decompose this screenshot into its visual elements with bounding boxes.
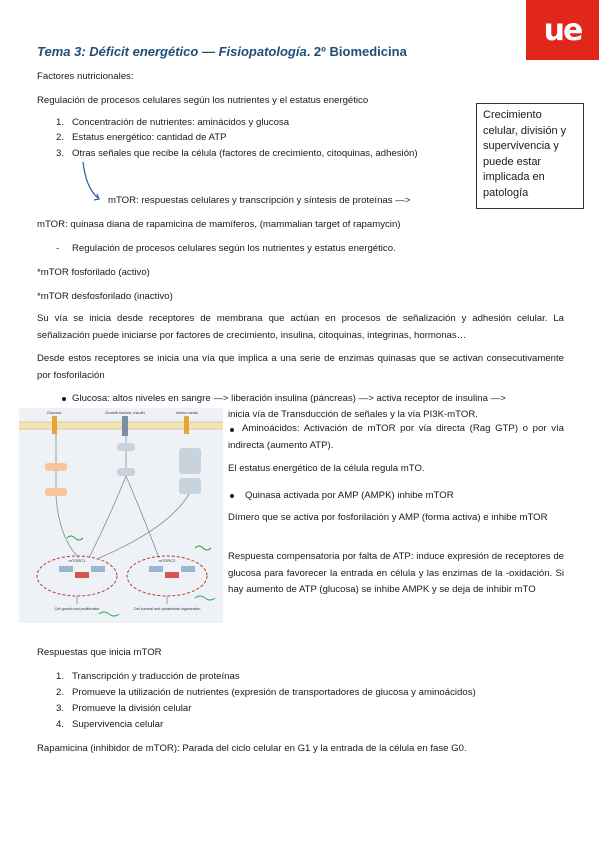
respuestas-heading: Respuestas que inicia mTOR: [37, 647, 162, 658]
page-title: [37, 44, 407, 59]
bullet-ampk: Quinasa activada por AMP (AMPK) inhibe mTOR: [245, 490, 454, 501]
paragraph-respuesta: Respuesta compensatoria por falta de ATP: induce expresión de receptores de glucosa para favorecer la entrada en célula y las enzimas de la -oxidación. Si hay aumento de ATP (glucosa) se inhibe AMPK y se deja de inhibir mTO: [228, 551, 564, 595]
paragraph-receptors: Su vía se inicia desde receptores de membrana que actúan en procesos de señalización y adhesión celular. La señalización puede iniciarse por factores de crecimiento, insulina, citoquinas, integrinas, hormonas…: [37, 313, 564, 341]
section-intro: Regulación de procesos celulares según los nutrientes y el estatus energético: [37, 95, 369, 106]
paragraph-kinases: Desde estos receptores se inicia una vía que implica a una serie de enzimas quinasas que se activan consecutivamente por fosforilación: [37, 353, 564, 381]
figure-label-growth: Growth factors, insulin: [105, 410, 145, 415]
list-item: Otras señales que recibe la célula (factores de crecimiento, citoquinas, adhesión): [72, 148, 418, 159]
bullet-glucosa-line2: inicia vía de Transducción de señales y la vía PI3K-mTOR.: [228, 409, 478, 420]
figure-label-amino: Amino acids: [176, 410, 198, 415]
figure-label-glucose: Glucose: [46, 410, 62, 415]
figure-label-mtorc2: mTORC2: [158, 558, 176, 563]
list-number: 1.: [56, 671, 65, 682]
figure-label-out2: Cell survival and cytoskeletal organization: [133, 607, 201, 611]
university-logo: ue: [526, 0, 599, 60]
estatus-line: El estatus energético de la célula regula mTO.: [228, 463, 425, 474]
bullet-dot: [62, 397, 66, 401]
pathway-diagram: [19, 408, 223, 623]
title-normal: . 2º Biomedicina: [306, 44, 407, 59]
list-number: 2.: [56, 132, 65, 143]
list-number: 3.: [56, 148, 65, 159]
list-item: Concentración de nutrientes: aminácidos y glucosa: [72, 117, 290, 128]
figure-label-out1: Cell growth and proliferation: [54, 607, 100, 611]
list-number: 4.: [56, 719, 65, 730]
bullet-aminoacidos: Aminoácidos: Activación de mTOR por vía directa (Rag GTP) o por vía indirecta (aumento ATP).: [228, 423, 564, 451]
side-note-box: Crecimiento celular, división y supervivencia y puede estar implicada en patología: [476, 103, 584, 209]
list-item: Transcripción y traducción de proteínas: [72, 671, 240, 682]
mtor-dash-item: Regulación de procesos celulares según los nutrientes y estatus energético.: [72, 243, 396, 254]
section-heading-nutritional: Factores nutricionales:: [37, 71, 134, 82]
figure-label-mtorc1: mTORC1: [68, 558, 86, 563]
rapamicina-note: Rapamicina (inhibidor de mTOR): Parada del ciclo celular en G1 y la entrada de la célula en fase G0.: [37, 743, 467, 754]
list-item: Promueve la utilización de nutrientes (expresión de transportadores de glucosa y aminoácidos): [72, 687, 476, 698]
list-item: Promueve la división celular: [72, 703, 192, 714]
mtor-arrow-text: mTOR: respuestas celulares y transcripción y síntesis de proteínas —>: [108, 195, 411, 206]
title-italic: Tema 3: Déficit energético — Fisiopatología: [37, 44, 307, 59]
list-number: 3.: [56, 703, 65, 714]
mtor-definition: mTOR: quinasa diana de rapamicina de mamíferos, (mammalian target of rapamycin): [37, 219, 401, 230]
mtor-inactive-note: *mTOR desfosforilado (inactivo): [37, 291, 173, 302]
list-number: 2.: [56, 687, 65, 698]
bullet-glucosa-line1: Glucosa: altos niveles en sangre —> liberación insulina (páncreas) —> activa receptor de insulina —>: [72, 393, 506, 404]
mtor-active-note: *mTOR fosforilado (activo): [37, 267, 150, 278]
list-item: Supervivencia celular: [72, 719, 164, 730]
dash-marker: -: [56, 243, 60, 254]
list-number: 1.: [56, 117, 65, 128]
curved-arrow-icon: [80, 160, 110, 210]
mtor-pathway-figure: [19, 408, 223, 623]
paragraph-dimero: Dímero que se activa por fosforilación y AMP (forma activa) e inhibe mTOR: [228, 512, 548, 523]
bullet-dot: [230, 494, 234, 498]
list-item: Estatus energético: cantidad de ATP: [72, 132, 227, 143]
